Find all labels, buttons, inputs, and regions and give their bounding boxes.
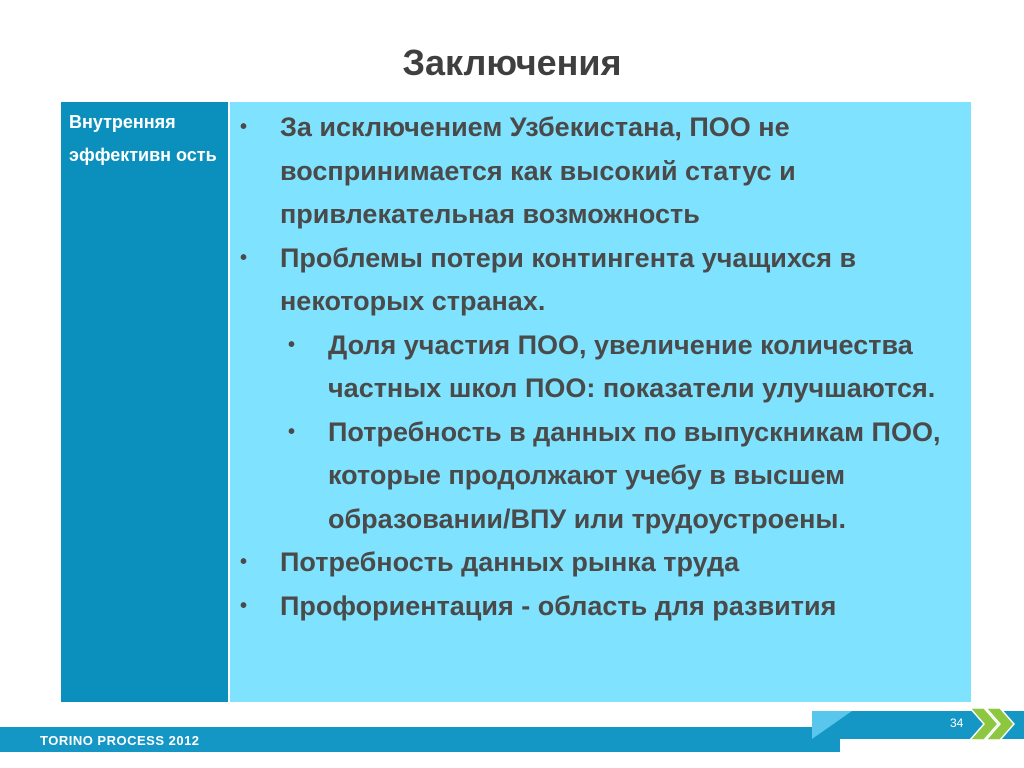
bullet-text: Потребность в данных по выпускникам ПОО, которые продолжают учебу в высшем образовании/ВПУ или трудоустроены. — [328, 416, 941, 534]
bullet-marker: • — [288, 333, 296, 356]
bullet-item — [238, 585, 961, 629]
footer-corner-accent — [812, 711, 852, 739]
slide-title: Заключения — [402, 42, 622, 83]
bullet-text: Проблемы потери контингента учащихся в некоторых странах. — [280, 242, 857, 316]
content-table — [61, 102, 971, 702]
bullet-item — [238, 106, 961, 237]
bullet-text: За исключением Узбекистана, ПОО не воспринимается как высокий статус и привлекательная возможность — [280, 112, 796, 229]
bullet-item — [238, 541, 961, 585]
bullet-item — [238, 237, 961, 324]
bullet-text: Профориентация - область для развития — [280, 590, 837, 621]
bullet-list — [230, 102, 971, 702]
double-chevron-right-icon[interactable] — [968, 706, 1018, 742]
bullet-marker: • — [240, 594, 248, 617]
row-header-cell: Внутренняя эффективн ость — [61, 102, 228, 702]
bullet-marker: • — [240, 116, 248, 138]
sub-bullet-item — [238, 324, 961, 411]
bullet-text: Доля участия ПОО, увеличение количества частных школ ПОО: показатели улучшаются. — [328, 329, 936, 403]
sub-bullet-item — [238, 411, 961, 542]
footer-brand: TORINO PROCESS 2012 — [40, 733, 200, 748]
page-number: 34 — [950, 716, 964, 730]
bullet-marker: • — [240, 246, 248, 269]
bullet-marker: • — [288, 420, 296, 443]
bullet-text: Потребность данных рынка труда — [280, 547, 740, 577]
bullet-marker: • — [240, 551, 248, 573]
